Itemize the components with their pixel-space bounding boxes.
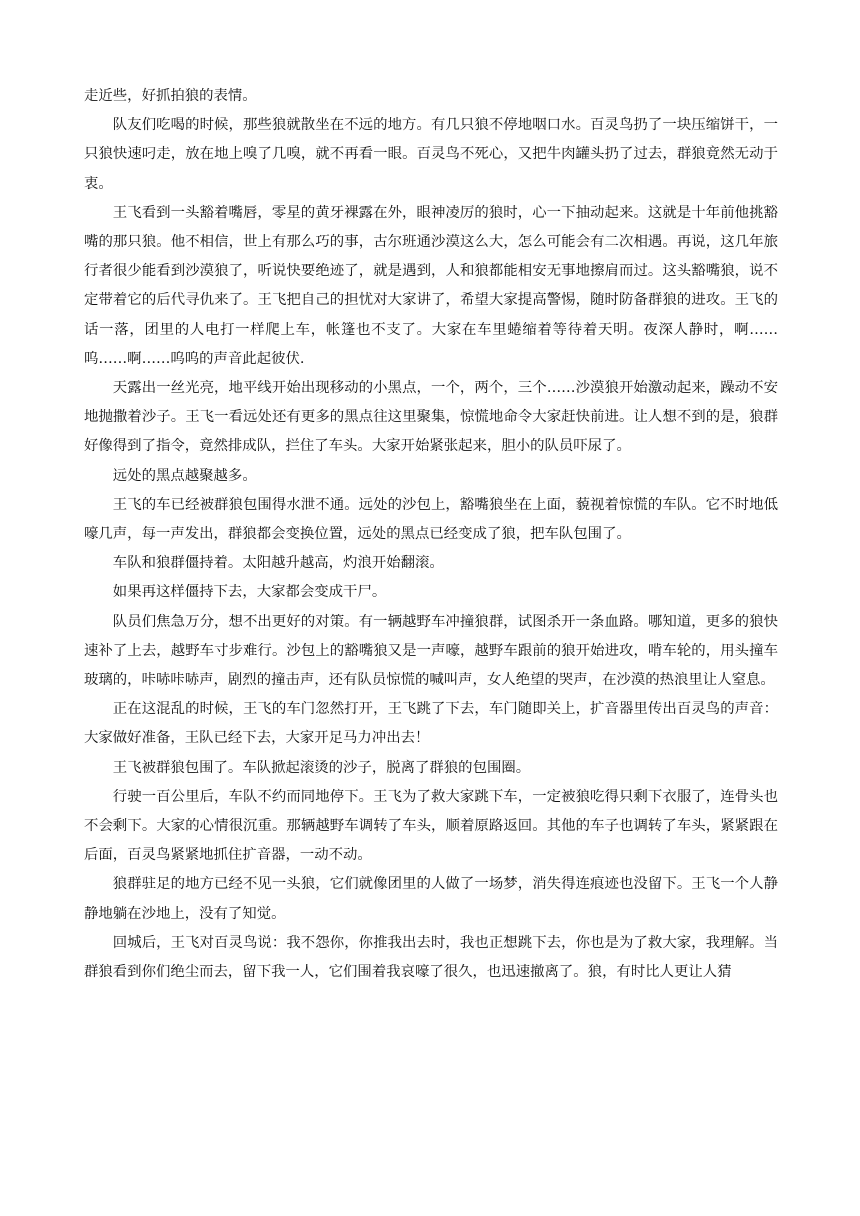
paragraph-4: 远处的黑点越聚越多。	[112, 467, 257, 484]
paragraph-3: 天露出一丝光亮，地平线开始出现移动的小黑点，一个，两个，三个……沙漠狼开始激动起来，躁动不安地抛撒着沙子。王飞一看远处还有更多的黑点往这里聚集，惊慌地命令大家赶快前进。让人想不到的是，狼群好像得到了指令，竟然排成队，拦住了车头。大家开始紧张起来，胆小的队员吓尿了。	[84, 380, 778, 455]
paragraph-8: 队员们焦急万分，想不出更好的对策。有一辆越野车冲撞狼群，试图杀开一条血路。哪知道，更多的狼快速补了上去，越野车寸步难行。沙包上的豁嘴狼又是一声嚎，越野车跟前的狼开始进攻，啃车轮的，用头撞车玻璃的，咔哧咔哧声，剧烈的撞击声，还有队员惊慌的喊叫声，女人绝望的哭声，在沙漠的热浪里让人窒息。	[84, 613, 778, 689]
paragraph-11: 行驶一百公里后，车队不约而同地停下。王飞为了救大家跳下车，一定被狼吃得只剩下衣服了，连骨头也不会剩下。大家的心情很沉重。那辆越野车调转了车头，顺着原路返回。其他的车子也调转了车头，紧紧跟在后面，百灵鸟紧紧地抓住扩音器，一动不动。	[84, 788, 778, 864]
paragraph-9: 正在这混乱的时候，王飞的车门忽然打开，王飞跳了下去，车门随即关上，扩音器里传出百灵鸟的声音：大家做好准备，王队已经下去，大家开足马力冲出去！	[84, 701, 778, 747]
paragraph-2: 王飞看到一头豁着嘴唇，零星的黄牙裸露在外，眼神凌厉的狼时，心一下抽动起来。这就是十年前他挑豁嘴的那只狼。他不相信，世上有那么巧的事，古尔班通沙漠这么大，怎么可能会有二次相遇。再说，这几年旅行者很少能看到沙漠狼了，听说快要绝迹了，就是遇到，人和狼都能相安无事地擦肩而过。这头豁嘴狼，说不定带着它的后代寻仇来了。王飞把自己的担忧对大家讲了，希望大家提高警惕，随时防备群狼的进攻。王飞的话一落，团里的人电打一样爬上车，帐篷也不支了。大家在车里蜷缩着等待着天明。夜深人静时，啊……呜……啊……呜呜的声音此起彼伏.	[84, 204, 778, 367]
paragraph-12: 狼群驻足的地方已经不见一头狼，它们就像团里的人做了一场梦，消失得连痕迹也没留下。王飞一个人静静地躺在沙地上，没有了知觉。	[84, 876, 778, 922]
paragraph-0: 走近些，好抓拍狼的表情。	[84, 88, 257, 104]
paragraph-1: 队友们吃喝的时候，那些狼就散坐在不远的地方。有几只狼不停地咽口水。百灵鸟扔了一块压缩饼干，一只狼快速叼走，放在地上嗅了几嗅，就不再看一眼。百灵鸟不死心，又把牛肉罐头扔了过去，群狼竟然无动于衷。	[84, 117, 778, 192]
paragraph-10: 王飞被群狼包围了。车队掀起滚烫的沙子，脱离了群狼的包围圈。	[112, 759, 531, 776]
paragraph-6: 车队和狼群僵持着。太阳越升越高，灼浪开始翻滚。	[112, 555, 444, 572]
paragraph-5: 王飞的车已经被群狼包围得水泄不通。远处的沙包上，豁嘴狼坐在上面，藐视着惊慌的车队。它不时地低嚎几声，每一声发出，群狼都会变换位置，远处的黑点已经变成了狼，把车队包围了。	[84, 496, 778, 543]
document-page	[84, 82, 778, 987]
paragraph-7: 如果再这样僵持下去，大家都会变成干尸。	[112, 584, 387, 601]
paragraph-13: 回城后，王飞对百灵鸟说：我不怨你，你推我出去时，我也正想跳下去，你也是为了救大家，我理解。当群狼看到你们绝尘而去，留下我一人，它们围着我哀嚎了很久，也迅速撤离了。狼，有时比人更让人猜	[84, 934, 778, 981]
